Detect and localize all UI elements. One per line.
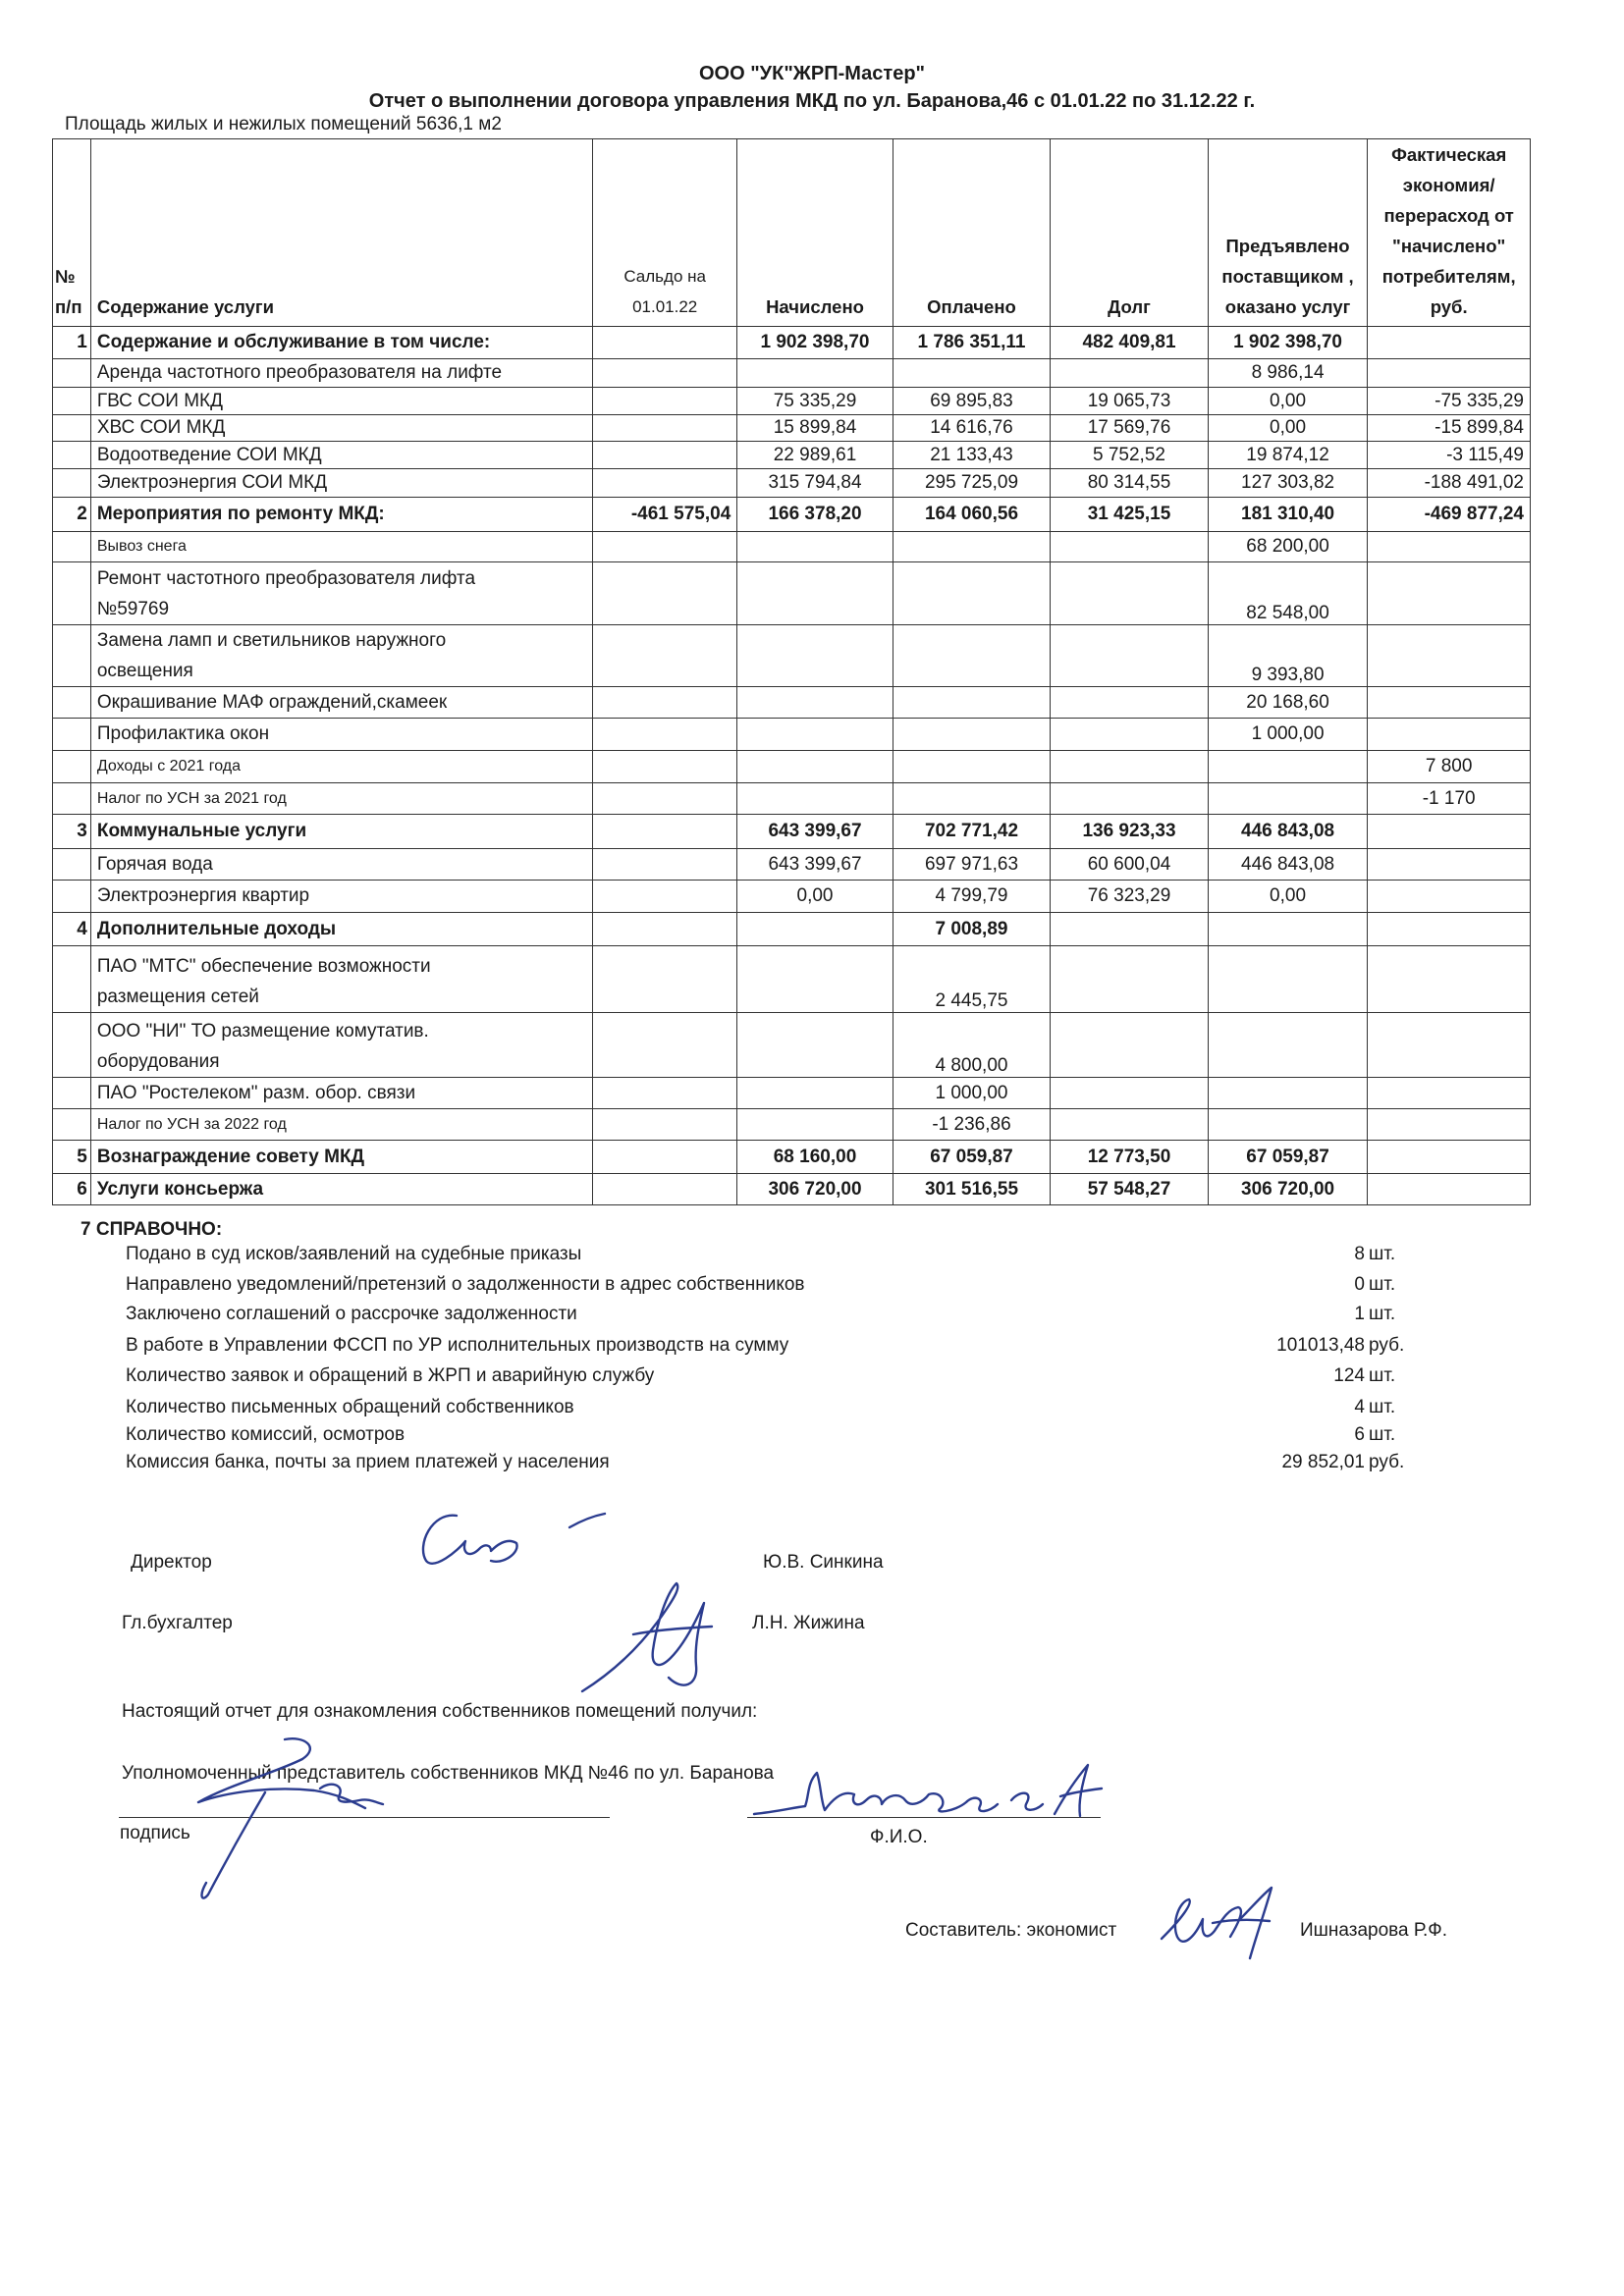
table-row [53, 815, 1531, 849]
cell-paid: 2 445,75 [893, 946, 1051, 1013]
area-note: Площадь жилых и нежилых помещений 5636,1 м2 [65, 114, 502, 134]
reference-unit: руб. [1369, 1452, 1405, 1472]
cell-presented: 19 874,12 [1208, 442, 1368, 469]
representative-text: Уполномоченный представитель собственников МКД №46 по ул. Баранова [122, 1763, 775, 1784]
cell-charged [737, 946, 893, 1013]
cell-charged [737, 532, 893, 562]
cell-paid [893, 532, 1051, 562]
cell-paid: 4 799,79 [893, 881, 1051, 913]
cell-economy [1368, 359, 1531, 388]
cell-debt: 19 065,73 [1051, 388, 1209, 415]
cell-debt [1051, 1078, 1209, 1109]
table-row [53, 1109, 1531, 1141]
row-number [53, 442, 91, 469]
cell-charged: 0,00 [737, 881, 893, 913]
header-economy: Фактическая экономия/перерасход от "начислено" потребителям, руб. [1368, 139, 1531, 327]
cell-presented: 446 843,08 [1208, 815, 1368, 849]
service-name-line2: №59769 [96, 599, 170, 619]
service-name: Окрашивание МАФ ограждений,скамеек [90, 687, 592, 719]
cell-economy [1368, 849, 1531, 881]
service-name: Услуги консьержа [90, 1174, 592, 1205]
reference-label: Количество заявок и обращений в ЖРП и аварийную службу [126, 1365, 655, 1386]
reference-unit: шт. [1369, 1365, 1396, 1386]
cell-saldo [593, 719, 737, 751]
reference-value: 124 [1333, 1365, 1365, 1386]
cell-paid: -1 236,86 [893, 1109, 1051, 1141]
table-row [53, 498, 1531, 532]
cell-debt: 5 752,52 [1051, 442, 1209, 469]
cell-economy [1368, 946, 1531, 1013]
cell-charged [737, 1013, 893, 1078]
cell-debt: 17 569,76 [1051, 415, 1209, 442]
cell-presented [1208, 1109, 1368, 1141]
cell-charged [737, 687, 893, 719]
table-row [53, 1013, 1531, 1078]
cell-paid: 301 516,55 [893, 1174, 1051, 1205]
cell-saldo [593, 1141, 737, 1174]
row-number [53, 625, 91, 687]
cell-presented: 9 393,80 [1208, 625, 1368, 687]
reference-item [126, 1424, 1412, 1446]
cell-debt: 60 600,04 [1051, 849, 1209, 881]
reference-label: Направлено уведомлений/претензий о задолженности в адрес собственников [126, 1274, 805, 1295]
reference-label: Подано в суд исков/заявлений на судебные приказы [126, 1244, 582, 1264]
cell-presented: 68 200,00 [1208, 532, 1368, 562]
compiler-name: Ишназарова Р.Ф. [1300, 1920, 1447, 1941]
service-name-line1: ПАО "МТС" обеспечение возможности [96, 956, 431, 977]
cell-paid [893, 625, 1051, 687]
table-row [53, 442, 1531, 469]
cell-debt [1051, 946, 1209, 1013]
cell-saldo: -461 575,04 [593, 498, 737, 532]
cell-debt [1051, 687, 1209, 719]
cell-economy [1368, 1141, 1531, 1174]
service-name [90, 625, 592, 687]
row-number [53, 1078, 91, 1109]
table-header-row [53, 139, 1531, 327]
cell-saldo [593, 415, 737, 442]
cell-presented [1208, 946, 1368, 1013]
cell-economy [1368, 1078, 1531, 1109]
cell-economy [1368, 719, 1531, 751]
cell-saldo [593, 687, 737, 719]
cell-paid: 1 000,00 [893, 1078, 1051, 1109]
row-number [53, 388, 91, 415]
cell-saldo [593, 532, 737, 562]
cell-presented: 67 059,87 [1208, 1141, 1368, 1174]
cell-debt [1051, 1109, 1209, 1141]
service-name: Вывоз снега [90, 532, 592, 562]
service-name-line1: ООО "НИ" ТО размещение комутатив. [96, 1021, 429, 1041]
cell-economy: -15 899,84 [1368, 415, 1531, 442]
service-name: Дополнительные доходы [90, 913, 592, 946]
service-name: Доходы с 2021 года [90, 751, 592, 783]
representative-signature [147, 1730, 442, 1906]
service-name-line2: оборудования [96, 1051, 220, 1072]
compiler-signature [1142, 1880, 1299, 1968]
table-row [53, 783, 1531, 815]
table-row [53, 881, 1531, 913]
table-row [53, 562, 1531, 625]
cell-economy [1368, 815, 1531, 849]
service-name: Налог по УСН за 2022 год [90, 1109, 592, 1141]
cell-saldo [593, 359, 737, 388]
director-signature [412, 1502, 648, 1580]
cell-saldo [593, 881, 737, 913]
cell-presented: 20 168,60 [1208, 687, 1368, 719]
cell-saldo [593, 1109, 737, 1141]
cell-presented: 127 303,82 [1208, 469, 1368, 498]
cell-debt: 31 425,15 [1051, 498, 1209, 532]
cell-debt: 136 923,33 [1051, 815, 1209, 849]
row-number [53, 719, 91, 751]
row-number [53, 1013, 91, 1078]
cell-presented: 8 986,14 [1208, 359, 1368, 388]
cell-presented: 306 720,00 [1208, 1174, 1368, 1205]
row-number [53, 469, 91, 498]
row-number: 6 [53, 1174, 91, 1205]
cell-presented [1208, 913, 1368, 946]
cell-economy: -75 335,29 [1368, 388, 1531, 415]
table-row [53, 751, 1531, 783]
reference-unit: шт. [1369, 1304, 1396, 1324]
cell-debt: 80 314,55 [1051, 469, 1209, 498]
service-name: ПАО "Ростелеком" разм. обор. связи [90, 1078, 592, 1109]
reference-label: В работе в Управлении ФССП по УР исполнительных производств на сумму [126, 1335, 789, 1356]
reference-unit: шт. [1369, 1244, 1396, 1264]
cell-debt [1051, 1013, 1209, 1078]
service-name: ХВС СОИ МКД [90, 415, 592, 442]
table-row [53, 327, 1531, 359]
cell-debt: 482 409,81 [1051, 327, 1209, 359]
table-row [53, 946, 1531, 1013]
cell-debt: 12 773,50 [1051, 1141, 1209, 1174]
cell-presented: 0,00 [1208, 881, 1368, 913]
cell-charged: 68 160,00 [737, 1141, 893, 1174]
cell-charged: 315 794,84 [737, 469, 893, 498]
cell-economy: -3 115,49 [1368, 442, 1531, 469]
cell-presented [1208, 1013, 1368, 1078]
cell-paid: 164 060,56 [893, 498, 1051, 532]
row-number [53, 849, 91, 881]
cell-economy: 7 800 [1368, 751, 1531, 783]
cell-presented [1208, 783, 1368, 815]
reference-unit: руб. [1369, 1335, 1405, 1356]
cell-presented: 0,00 [1208, 388, 1368, 415]
compiler-label: Составитель: экономист [905, 1920, 1117, 1941]
cell-charged: 1 902 398,70 [737, 327, 893, 359]
company-name: ООО "УК"ЖРП-Мастер" [698, 63, 926, 84]
reference-value: 6 [1354, 1424, 1365, 1445]
table-row [53, 625, 1531, 687]
cell-paid: 697 971,63 [893, 849, 1051, 881]
report-table [52, 138, 1531, 1205]
cell-debt [1051, 783, 1209, 815]
header-num: № п/п [53, 139, 91, 327]
reference-value: 8 [1354, 1244, 1365, 1264]
accountant-label: Гл.бухгалтер [122, 1613, 233, 1633]
cell-paid: 69 895,83 [893, 388, 1051, 415]
table-row [53, 849, 1531, 881]
cell-paid: 295 725,09 [893, 469, 1051, 498]
service-name-line2: размещения сетей [96, 987, 259, 1007]
reference-value: 4 [1354, 1397, 1365, 1417]
service-name [90, 1013, 592, 1078]
row-number: 3 [53, 815, 91, 849]
cell-charged: 15 899,84 [737, 415, 893, 442]
cell-saldo [593, 946, 737, 1013]
header-saldo: Сальдо на 01.01.22 [593, 139, 737, 327]
cell-paid: 21 133,43 [893, 442, 1051, 469]
cell-saldo [593, 442, 737, 469]
cell-debt [1051, 751, 1209, 783]
reference-value: 0 [1354, 1274, 1365, 1295]
cell-presented: 82 548,00 [1208, 562, 1368, 625]
header-debt: Долг [1051, 139, 1209, 327]
table-row [53, 719, 1531, 751]
table-row [53, 359, 1531, 388]
cell-presented: 446 843,08 [1208, 849, 1368, 881]
cell-debt: 76 323,29 [1051, 881, 1209, 913]
cell-saldo [593, 913, 737, 946]
cell-charged [737, 719, 893, 751]
reference-item [126, 1452, 1412, 1473]
signature-caption: подпись [120, 1823, 190, 1843]
cell-charged [737, 751, 893, 783]
cell-charged [737, 1109, 893, 1141]
cell-charged [737, 625, 893, 687]
cell-charged: 166 378,20 [737, 498, 893, 532]
reference-item [126, 1397, 1412, 1418]
table-row [53, 532, 1531, 562]
cell-debt [1051, 913, 1209, 946]
table-row [53, 687, 1531, 719]
reference-value: 1 [1354, 1304, 1365, 1324]
cell-economy [1368, 1013, 1531, 1078]
cell-paid [893, 751, 1051, 783]
table-row [53, 913, 1531, 946]
cell-economy: -1 170 [1368, 783, 1531, 815]
cell-debt: 57 548,27 [1051, 1174, 1209, 1205]
cell-paid: 7 008,89 [893, 913, 1051, 946]
cell-saldo [593, 751, 737, 783]
table-row [53, 1141, 1531, 1174]
row-number [53, 946, 91, 1013]
row-number [53, 359, 91, 388]
service-name-line1: Ремонт частотного преобразователя лифта [96, 568, 476, 589]
service-name [90, 946, 592, 1013]
header-paid: Оплачено [893, 139, 1051, 327]
cell-economy [1368, 327, 1531, 359]
cell-presented: 0,00 [1208, 415, 1368, 442]
reference-item [126, 1365, 1412, 1387]
cell-paid [893, 687, 1051, 719]
table-row [53, 415, 1531, 442]
cell-saldo [593, 562, 737, 625]
reference-value: 101013,48 [1276, 1335, 1365, 1356]
fio-caption: Ф.И.О. [870, 1827, 928, 1847]
service-name: Налог по УСН за 2021 год [90, 783, 592, 815]
reference-label: Количество письменных обращений собственников [126, 1397, 574, 1417]
director-name: Ю.В. Синкина [763, 1552, 884, 1573]
cell-economy [1368, 625, 1531, 687]
service-name: Водоотведение СОИ МКД [90, 442, 592, 469]
cell-economy [1368, 687, 1531, 719]
service-name: ГВС СОИ МКД [90, 388, 592, 415]
reference-item [126, 1335, 1412, 1357]
cell-presented [1208, 751, 1368, 783]
report-title: Отчет о выполнении договора управления МКД по ул. Баранова,46 с 01.01.22 по 31.12.22 г. [368, 90, 1256, 112]
service-name-line2: освещения [96, 661, 193, 681]
cell-charged [737, 783, 893, 815]
reference-title: 7 СПРАВОЧНО: [81, 1219, 223, 1240]
table-row [53, 469, 1531, 498]
row-number: 2 [53, 498, 91, 532]
cell-paid: 67 059,87 [893, 1141, 1051, 1174]
cell-charged [737, 913, 893, 946]
cell-economy [1368, 881, 1531, 913]
cell-paid [893, 719, 1051, 751]
cell-presented: 1 000,00 [1208, 719, 1368, 751]
cell-charged: 75 335,29 [737, 388, 893, 415]
reference-unit: шт. [1369, 1397, 1396, 1417]
received-text: Настоящий отчет для ознакомления собственников помещений получил: [122, 1701, 758, 1722]
service-name [90, 562, 592, 625]
cell-saldo [593, 388, 737, 415]
cell-economy [1368, 1174, 1531, 1205]
service-name-line1: Замена ламп и светильников наружного [96, 630, 447, 651]
service-name: Содержание и обслуживание в том числе: [90, 327, 592, 359]
cell-charged: 643 399,67 [737, 815, 893, 849]
accountant-signature [574, 1575, 751, 1703]
cell-charged [737, 1078, 893, 1109]
cell-saldo [593, 327, 737, 359]
reference-item [126, 1274, 1412, 1296]
row-number [53, 881, 91, 913]
cell-saldo [593, 815, 737, 849]
cell-charged [737, 562, 893, 625]
reference-value: 29 852,01 [1281, 1452, 1365, 1472]
row-number [53, 687, 91, 719]
cell-presented [1208, 1078, 1368, 1109]
cell-presented: 181 310,40 [1208, 498, 1368, 532]
cell-debt [1051, 562, 1209, 625]
reference-item [126, 1304, 1412, 1325]
service-name: Вознаграждение совету МКД [90, 1141, 592, 1174]
cell-saldo [593, 849, 737, 881]
cell-presented: 1 902 398,70 [1208, 327, 1368, 359]
cell-debt [1051, 359, 1209, 388]
cell-paid [893, 359, 1051, 388]
cell-economy [1368, 532, 1531, 562]
reference-label: Комиссия банка, почты за прием платежей у населения [126, 1452, 610, 1472]
cell-paid: 4 800,00 [893, 1013, 1051, 1078]
cell-paid [893, 562, 1051, 625]
service-name: Аренда частотного преобразователя на лифте [90, 359, 592, 388]
header-service: Содержание услуги [90, 139, 592, 327]
row-number [53, 783, 91, 815]
cell-economy [1368, 562, 1531, 625]
table-row [53, 1078, 1531, 1109]
header-presented: Предъявлено поставщиком , оказано услуг [1208, 139, 1368, 327]
service-name: Коммунальные услуги [90, 815, 592, 849]
reference-label: Заключено соглашений о рассрочке задолженности [126, 1304, 577, 1324]
service-name: Электроэнергия СОИ МКД [90, 469, 592, 498]
fio-signature [748, 1757, 1111, 1828]
cell-saldo [593, 783, 737, 815]
cell-economy: -188 491,02 [1368, 469, 1531, 498]
cell-charged [737, 359, 893, 388]
reference-unit: шт. [1369, 1424, 1396, 1445]
row-number [53, 1109, 91, 1141]
cell-paid: 702 771,42 [893, 815, 1051, 849]
cell-economy: -469 877,24 [1368, 498, 1531, 532]
reference-item [126, 1244, 1412, 1265]
row-number: 5 [53, 1141, 91, 1174]
reference-unit: шт. [1369, 1274, 1396, 1295]
cell-saldo [593, 469, 737, 498]
cell-charged: 643 399,67 [737, 849, 893, 881]
row-number: 1 [53, 327, 91, 359]
table-row [53, 1174, 1531, 1205]
cell-debt [1051, 532, 1209, 562]
director-label: Директор [131, 1552, 212, 1573]
service-name: Электроэнергия квартир [90, 881, 592, 913]
cell-debt [1051, 719, 1209, 751]
cell-paid [893, 783, 1051, 815]
cell-charged: 22 989,61 [737, 442, 893, 469]
row-number [53, 532, 91, 562]
cell-charged: 306 720,00 [737, 1174, 893, 1205]
header-charged: Начислено [737, 139, 893, 327]
cell-saldo [593, 1013, 737, 1078]
cell-economy [1368, 913, 1531, 946]
cell-saldo [593, 1174, 737, 1205]
service-name: Мероприятия по ремонту МКД: [90, 498, 592, 532]
cell-saldo [593, 625, 737, 687]
table-row [53, 388, 1531, 415]
reference-label: Количество комиссий, осмотров [126, 1424, 406, 1445]
row-number [53, 751, 91, 783]
cell-paid: 14 616,76 [893, 415, 1051, 442]
service-name: Горячая вода [90, 849, 592, 881]
cell-debt [1051, 625, 1209, 687]
row-number [53, 562, 91, 625]
service-name: Профилактика окон [90, 719, 592, 751]
cell-saldo [593, 1078, 737, 1109]
accountant-name: Л.Н. Жижина [752, 1613, 865, 1633]
row-number [53, 415, 91, 442]
cell-economy [1368, 1109, 1531, 1141]
row-number: 4 [53, 913, 91, 946]
cell-paid: 1 786 351,11 [893, 327, 1051, 359]
